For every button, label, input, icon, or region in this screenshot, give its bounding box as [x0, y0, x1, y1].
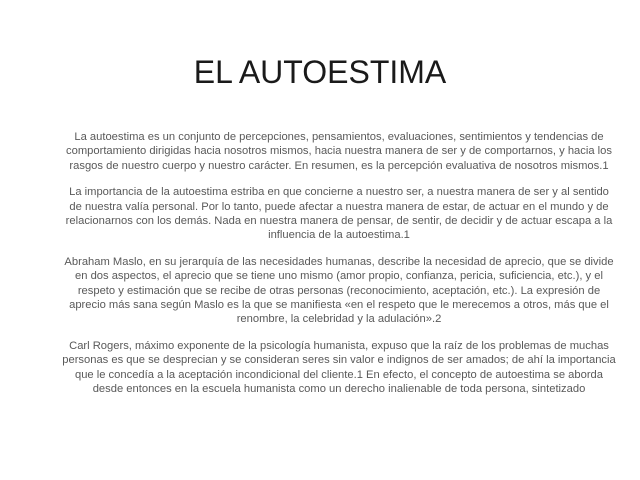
slide-title: EL AUTOESTIMA	[193, 54, 447, 90]
paragraph-importance: La importancia de la autoestima estriba en que concierne a nuestro ser, a nuestra manera de ser y al sentido de nuestra valía personal. Por lo tanto, puede afectar a nuestra manera de estar, de actuar en el mundo y de relacionarnos con los demás. Nada en nuestra manera de pensar, de sentir, de decidir y de actuar escapa a la influencia de la autoestima.1	[65, 186, 613, 242]
paragraph-rogers: Carl Rogers, máximo exponente de la psicología humanista, expuso que la raíz de los problemas de muchas personas es que se desprecian y se consideran seres sin valor e indignos de ser amados; de ahí la importancia que le concedía a la aceptación incondicional del cliente.1 En efecto, el concepto de autoestima se aborda desde entonces en la escuela humanista como un derecho inalienable de toda persona, sintetizado	[62, 340, 616, 395]
paragraph-maslow: Abraham Maslo, en su jerarquía de las necesidades humanas, describe la necesidad de aprecio, que se divide en dos aspectos, el aprecio que se tiene uno mismo (amor propio, confianza, pericia, suficiencia, etc.), y el respeto y estimación que se recibe de otras personas (reconocimiento, aceptación, etc.). La expresión de aprecio más sana según Maslo es la que se manifiesta «en el respeto que le merecemos a otros, más que el renombre, la celebridad y la adulación».2	[64, 256, 614, 326]
paragraph-definition: La autoestima es un conjunto de percepciones, pensamientos, evaluaciones, sentimientos y tendencias de comportamiento dirigidas hacia nosotros mismos, hacia nuestra manera de ser y de comportarnos, y hacia los rasgos de nuestro cuerpo y nuestro carácter. En resumen, es la percepción evaluativa de nosotros mismos.1	[66, 131, 612, 172]
slide-body	[62, 130, 616, 409]
